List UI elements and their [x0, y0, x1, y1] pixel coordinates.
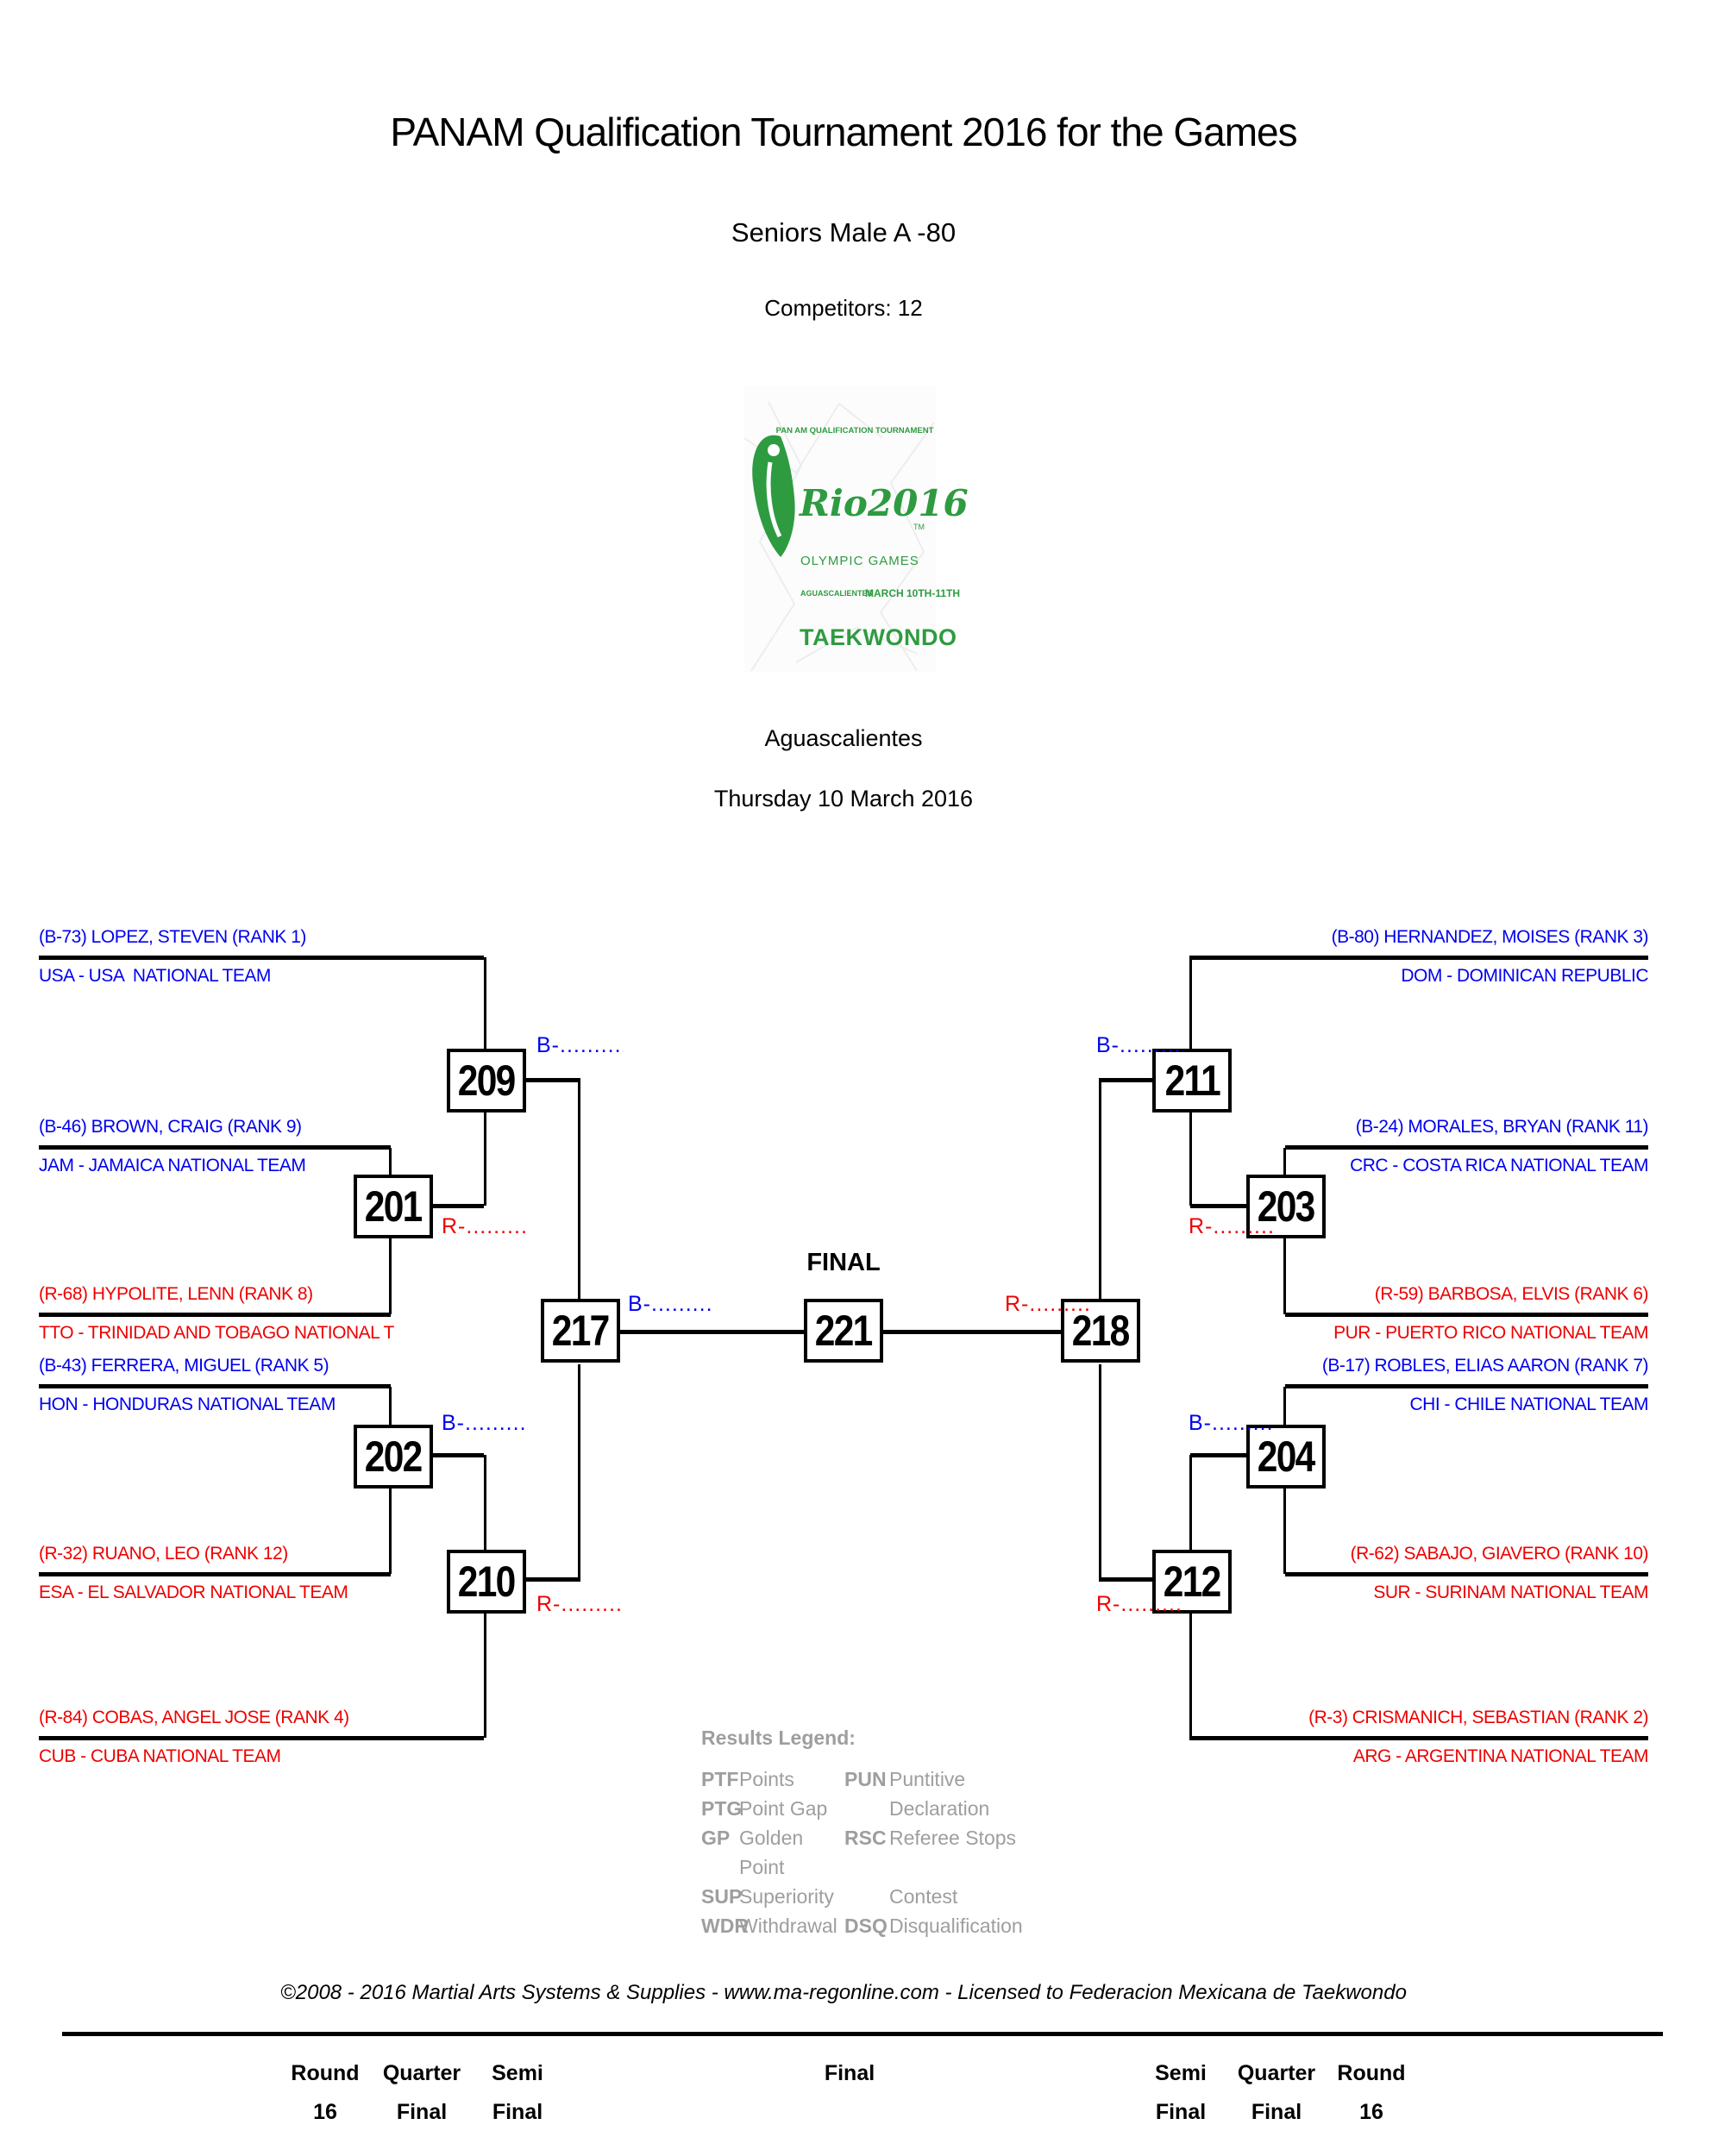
bracket-line — [431, 1204, 484, 1208]
bracket-line — [1285, 1145, 1648, 1150]
bracket-line — [39, 1313, 391, 1317]
round-label-line2: Final — [492, 2100, 543, 2124]
bracket-line — [1283, 1148, 1286, 1175]
competitor-team: ESA - EL SALVADOR NATIONAL TEAM — [39, 1583, 348, 1602]
bracket-line — [39, 1145, 391, 1150]
legend-abbr: SUP — [701, 1885, 743, 1908]
bracket-line — [1285, 1384, 1648, 1388]
match-number: 210 — [458, 1557, 515, 1606]
bracket-line — [1283, 1238, 1286, 1314]
legend-abbr: RSC — [844, 1827, 887, 1849]
competitor-name: (B-17) ROBLES, ELIAS AARON (RANK 7) — [1321, 1356, 1648, 1376]
bracket-line — [39, 1736, 484, 1740]
bracket-line — [578, 1080, 580, 1299]
round-label-final — [789, 2054, 910, 2093]
logo-wordmark: Rio2016 — [800, 482, 969, 524]
round-label-line1: Semi — [1155, 2061, 1207, 2085]
logo-venue-small: AGUASCALIENTES — [800, 589, 873, 598]
rio2016-logo-graphic — [744, 386, 969, 673]
competitor-name: (B-24) MORALES, BRYAN (RANK 11) — [1355, 1117, 1648, 1137]
competitor-name: (B-46) BROWN, CRAIG (RANK 9) — [39, 1117, 302, 1137]
bracket-line — [1190, 1204, 1246, 1208]
bracket-line — [484, 1613, 486, 1738]
category-label: Seniors Male A -80 — [731, 217, 957, 248]
competitor-name: (R-32) RUANO, LEO (RANK 12) — [39, 1544, 288, 1564]
competitor-team: CHI - CHILE NATIONAL TEAM — [1409, 1395, 1648, 1414]
legend-abbr: PTF — [701, 1768, 739, 1790]
bracket-line — [1099, 1078, 1152, 1082]
bracket-line — [39, 956, 484, 960]
match-box-201 — [354, 1175, 433, 1238]
legend-abbr: WDR — [701, 1915, 749, 1937]
slot-label-blue-209: B-......... — [536, 1033, 622, 1057]
slot-label-red-218: R-......... — [1005, 1292, 1091, 1316]
legend-abbr: GP — [701, 1827, 731, 1849]
round-label-line1: Round — [291, 2061, 360, 2085]
bracket-line — [389, 1387, 392, 1425]
competitor-team: CRC - COSTA RICA NATIONAL TEAM — [1350, 1156, 1648, 1175]
legend-term: Puntitive — [889, 1768, 966, 1790]
page-title: PANAM Qualification Tournament 2016 for the Games — [390, 110, 1297, 154]
legend-term: Superiority — [739, 1885, 834, 1908]
competitor-name: (R-68) HYPOLITE, LENN (RANK 8) — [39, 1284, 313, 1304]
logo-top-text: PAN AM QUALIFICATION TOURNAMENT — [775, 426, 934, 436]
match-number: 211 — [1164, 1056, 1220, 1105]
bracket-line — [39, 1384, 391, 1388]
competitor-team: DOM - DOMINICAN REPUBLIC — [1401, 966, 1648, 986]
competitor-team: TTO - TRINIDAD AND TOBAGO NATIONAL T — [39, 1323, 394, 1343]
footer-copyright: ©2008 - 2016 Martial Arts Systems & Supplies - www.ma-regonline.com - Licensed to Federacion Mexicana de Taekwondo — [280, 1981, 1407, 2004]
slot-label-red-203: R-......... — [1189, 1214, 1275, 1238]
competitor-name: (R-84) COBAS, ANGEL JOSE (RANK 4) — [39, 1708, 349, 1727]
legend-abbr — [844, 1794, 889, 1823]
logo-taekwondo: TAEKWONDO — [800, 624, 957, 650]
bracket-line — [1189, 956, 1648, 960]
legend-term: Points — [739, 1768, 794, 1790]
bracket-line — [578, 1364, 580, 1579]
competitor-name: (B-43) FERRERA, MIGUEL (RANK 5) — [39, 1356, 329, 1376]
competitor-team: CUB - CUBA NATIONAL TEAM — [39, 1746, 281, 1766]
slot-label-red-210: R-......... — [536, 1592, 623, 1616]
match-box-211 — [1152, 1049, 1232, 1112]
legend-term: Golden Point — [739, 1827, 804, 1878]
bracket-line — [484, 957, 486, 1049]
competitor-team: SUR - SURINAM NATIONAL TEAM — [1373, 1583, 1648, 1602]
bracket-line — [389, 1485, 392, 1574]
final-label: FINAL — [806, 1249, 881, 1276]
competitor-team: JAM - JAMAICA NATIONAL TEAM — [39, 1156, 306, 1175]
tournament-logo — [744, 386, 969, 673]
match-box-209 — [447, 1049, 526, 1112]
bracket-line — [526, 1577, 580, 1582]
competitor-name: (R-62) SABAJO, GIAVERO (RANK 10) — [1350, 1544, 1648, 1564]
competitor-name: (R-59) BARBOSA, ELVIS (RANK 6) — [1374, 1284, 1648, 1304]
round-label-line1: Quarter — [382, 2061, 461, 2085]
legend-term: Point Gap — [739, 1797, 828, 1820]
match-number: 203 — [1258, 1182, 1314, 1231]
bracket-line — [389, 1148, 392, 1175]
legend-term: Disqualification — [889, 1915, 1023, 1937]
bracket-line — [1099, 1577, 1152, 1582]
logo-olympic-games: OLYMPIC GAMES — [800, 554, 919, 568]
bracket-line — [1099, 1080, 1101, 1299]
round-label-line1: Semi — [492, 2061, 543, 2085]
slot-label-red-201: R-......... — [442, 1214, 528, 1238]
competitor-name: (B-80) HERNANDEZ, MOISES (RANK 3) — [1331, 927, 1648, 947]
slot-label-blue-217: B-......... — [628, 1292, 713, 1316]
match-box-202 — [354, 1425, 433, 1489]
match-number: 221 — [815, 1307, 872, 1355]
round-label-line2: Final — [396, 2100, 448, 2124]
competitor-team: HON - HONDURAS NATIONAL TEAM — [39, 1395, 336, 1414]
bracket-line — [1099, 1364, 1101, 1579]
match-number: 204 — [1258, 1432, 1314, 1481]
round-label-semi-left — [457, 2054, 578, 2132]
match-box-221 — [804, 1299, 883, 1363]
match-number: 209 — [458, 1056, 515, 1105]
bracket-line — [526, 1078, 580, 1082]
bracket-line — [620, 1330, 804, 1334]
competitor-team: USA - USA NATIONAL TEAM — [39, 966, 271, 986]
match-number: 202 — [365, 1432, 422, 1481]
bracket-line — [389, 1238, 392, 1314]
round-label-line1: Quarter — [1237, 2061, 1316, 2085]
legend-term: Contest — [889, 1885, 958, 1908]
round-label-line1: Final — [824, 2061, 875, 2085]
bracket-line — [484, 1455, 486, 1550]
match-number: 201 — [365, 1182, 422, 1231]
match-box-210 — [447, 1550, 526, 1614]
results-legend-title: Results Legend: — [701, 1727, 856, 1749]
logo-tm: TM — [913, 523, 925, 531]
slot-label-blue-202: B-......... — [442, 1411, 527, 1435]
match-number: 218 — [1072, 1307, 1129, 1355]
results-legend — [701, 1764, 1036, 1940]
round-label-line2: 16 — [1359, 2100, 1383, 2124]
round-label-line1: Round — [1337, 2061, 1406, 2085]
bracket-line — [883, 1330, 1061, 1334]
bracket-line — [1189, 1455, 1192, 1550]
bracket-line — [1285, 1313, 1648, 1317]
date-label: Thursday 10 March 2016 — [713, 786, 974, 812]
match-number: 212 — [1164, 1557, 1220, 1606]
match-number: 217 — [552, 1307, 609, 1355]
competitor-team: PUR - PUERTO RICO NATIONAL TEAM — [1333, 1323, 1648, 1343]
slot-label-red-212: R-......... — [1096, 1592, 1182, 1616]
bracket-line — [39, 1572, 391, 1576]
competitor-team: ARG - ARGENTINA NATIONAL TEAM — [1352, 1746, 1648, 1766]
legend-term: Declaration — [889, 1797, 990, 1820]
match-box-217 — [541, 1299, 620, 1363]
bracket-line — [1189, 1736, 1648, 1740]
bracket-line — [1283, 1485, 1286, 1574]
venue-label: Aguascalientes — [764, 725, 923, 751]
bracket-line — [1190, 1453, 1246, 1457]
legend-abbr: PTG — [701, 1797, 743, 1820]
bracket-line — [1283, 1387, 1286, 1425]
slot-label-blue-204: B-......... — [1189, 1411, 1274, 1435]
bracket-line — [431, 1453, 484, 1457]
legend-abbr: DSQ — [844, 1915, 888, 1937]
bracket-line — [484, 1112, 486, 1206]
bracket-line — [1285, 1572, 1648, 1576]
competitor-name: (R-3) CRISMANICH, SEBASTIAN (RANK 2) — [1308, 1708, 1648, 1727]
round-label-r16-right — [1311, 2054, 1432, 2132]
round-label-line2: Final — [1251, 2100, 1302, 2124]
footer-divider-line — [62, 2032, 1663, 2036]
competitors-count: Competitors: 12 — [764, 295, 923, 321]
bracket-line — [1189, 957, 1192, 1049]
slot-label-blue-211: B-......... — [1096, 1033, 1182, 1057]
competitor-name: (B-73) LOPEZ, STEVEN (RANK 1) — [39, 927, 306, 947]
round-label-line2: Final — [1155, 2100, 1207, 2124]
legend-abbr: PUN — [844, 1768, 887, 1790]
legend-term: Withdrawal — [739, 1915, 837, 1937]
round-label-line2: 16 — [313, 2100, 337, 2124]
legend-abbr — [844, 1882, 889, 1911]
logo-dates: MARCH 10TH-11TH — [865, 587, 961, 599]
bracket-line — [1189, 1112, 1192, 1206]
logo-mark-dot — [768, 444, 780, 456]
legend-term: Referee Stops — [889, 1827, 1017, 1849]
bracket-line — [1189, 1613, 1192, 1738]
